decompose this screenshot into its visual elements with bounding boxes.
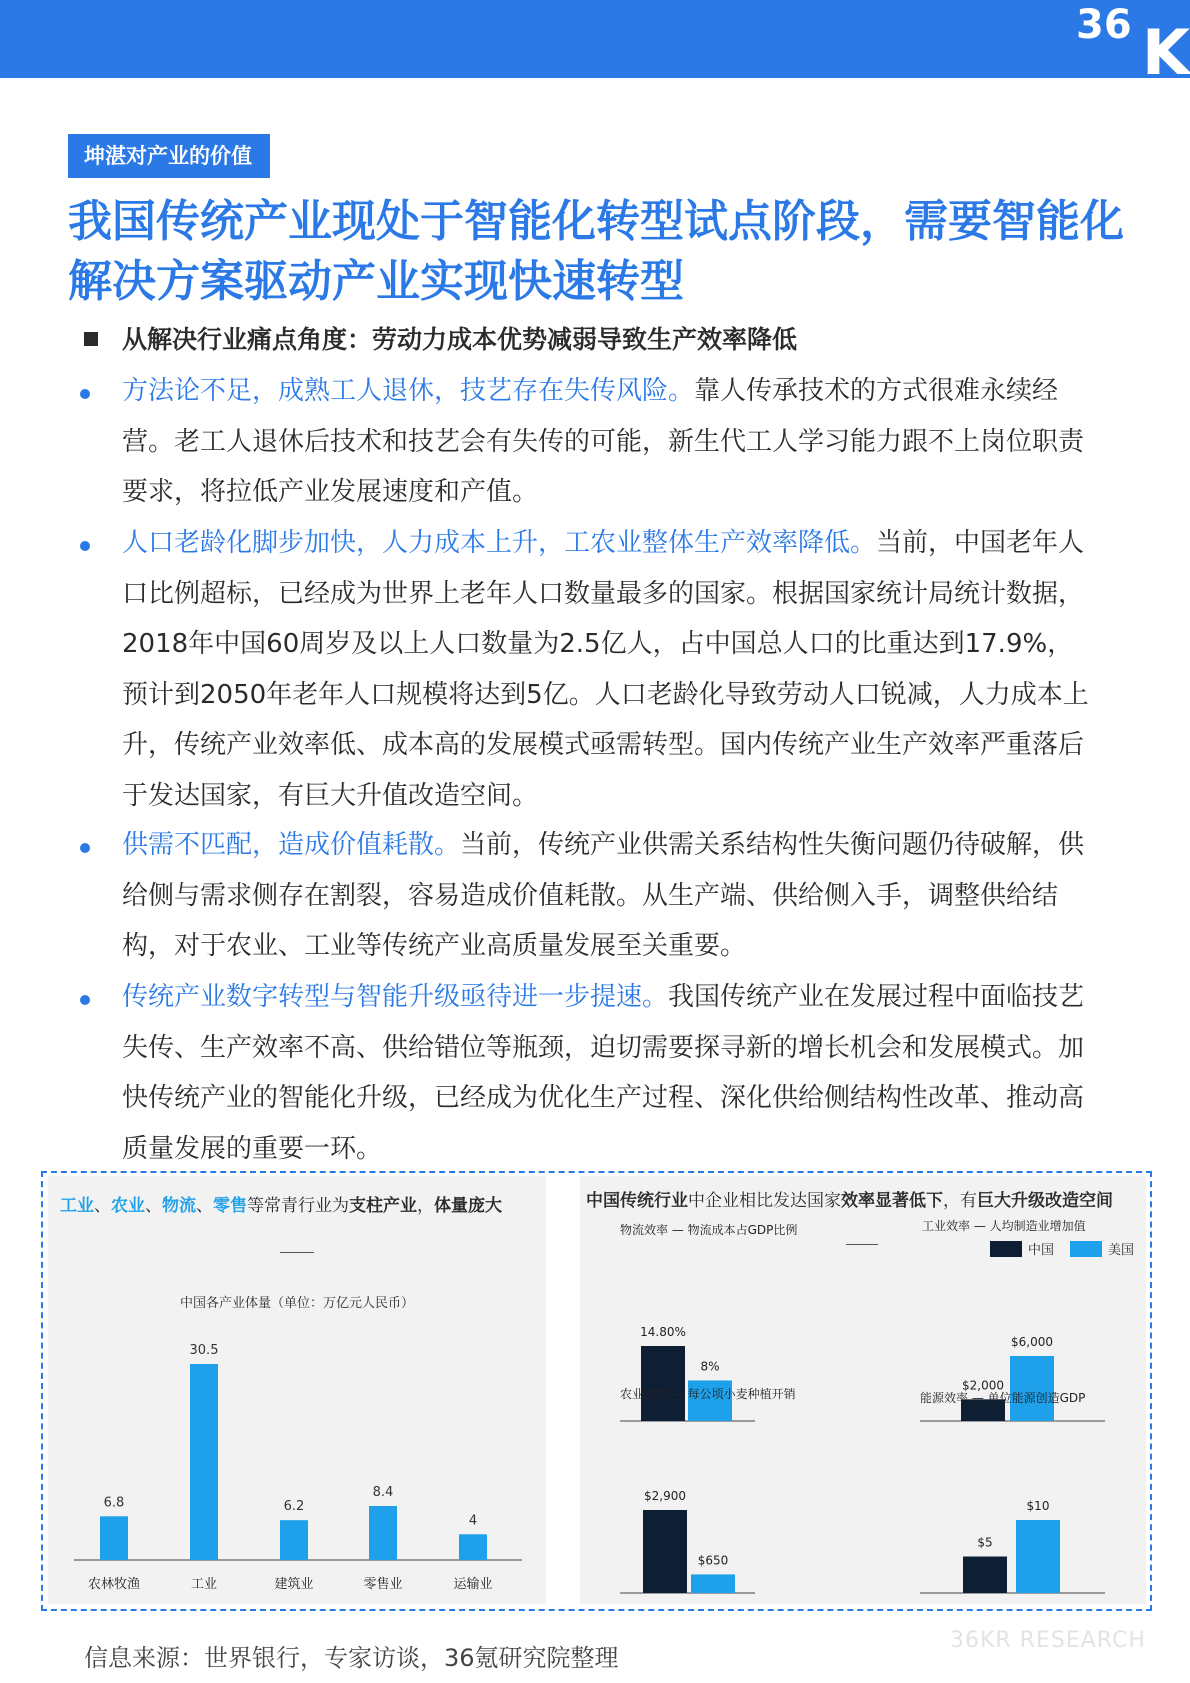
point-text: 当前，传统产业供需关系结构性失衡问题仍待破解，供给侧与需求侧存在割裂，容易造成价值耗散。从生产端、供给侧入手，调整供给结构，对于农业、工业等传统产业高质量发展至关重要。 bbox=[122, 830, 1085, 961]
sub-chart-title: 农业效率 — 每公顷小麦种植开销 bbox=[620, 1387, 796, 1401]
point-3 bbox=[122, 820, 1092, 972]
bar-运输业 bbox=[459, 1534, 487, 1560]
bar-value-label: $2,000 bbox=[962, 1378, 1004, 1393]
bar-美国 bbox=[691, 1574, 735, 1593]
bar-value-label: 14.80% bbox=[640, 1325, 686, 1339]
source-note: 信息来源：世界银行，专家访谈，36氪研究院整理 bbox=[84, 1644, 619, 1672]
bullet-icon bbox=[80, 541, 90, 551]
point-text: 我国传统产业在发展过程中面临技艺失传、生产效率不高、供给错位等瓶颈，迫切需要探寻新的增长机会和发展模式。加快传统产业的智能化升级，已经成为优化生产过程、深化供给侧结构性改革、推动高质量发展的重要一环。 bbox=[122, 982, 1085, 1164]
title-fragment: ， bbox=[417, 1196, 434, 1216]
bar-美国 bbox=[1016, 1520, 1060, 1593]
point-highlight: 供需不匹配，造成价值耗散。 bbox=[122, 830, 461, 860]
bar-value-label: 30.5 bbox=[189, 1343, 219, 1358]
bar-value-label: 8% bbox=[700, 1359, 720, 1374]
bar-中国 bbox=[643, 1510, 687, 1593]
page-headline: 我国传统产业现处于智能化转型试点阶段，需要智能化解决方案驱动产业实现快速转型 bbox=[68, 196, 1124, 307]
bar-value-label: $2,900 bbox=[644, 1489, 686, 1503]
title-fragment: 支柱产业 bbox=[349, 1196, 417, 1216]
point-2 bbox=[122, 518, 1092, 821]
square-bullet-icon bbox=[84, 332, 98, 346]
sub-chart-title: 工业效率 — 人均制造业增加值 bbox=[922, 1219, 1086, 1233]
title-fragment: 物流 bbox=[162, 1196, 196, 1216]
title-fragment: 等常青行业为 bbox=[247, 1196, 349, 1216]
bullet-icon bbox=[80, 389, 90, 399]
section-tag: 坤湛对产业的价值 bbox=[68, 134, 270, 178]
bar-中国 bbox=[641, 1346, 685, 1421]
title-fragment: 农业 bbox=[111, 1196, 145, 1216]
title-fragment: 工业 bbox=[60, 1196, 94, 1216]
svg-text:36: 36 bbox=[1076, 2, 1132, 48]
category-label: 建筑业 bbox=[274, 1577, 314, 1592]
category-label: 农林牧渔 bbox=[87, 1577, 141, 1592]
bar-美国 bbox=[1010, 1356, 1054, 1421]
bar-value-label: $5 bbox=[977, 1535, 993, 1550]
bar-建筑业 bbox=[280, 1520, 308, 1560]
bar-value-label: 8.4 bbox=[372, 1485, 394, 1501]
top-banner bbox=[0, 0, 1190, 78]
sub-chart-title: 能源效率 — 单位能源创造GDP bbox=[920, 1391, 1086, 1405]
legend-label: 中国 bbox=[1028, 1243, 1055, 1258]
subheading bbox=[84, 320, 797, 356]
point-4 bbox=[122, 972, 1092, 1174]
title-fragment: 、 bbox=[94, 1196, 111, 1216]
bar-value-label: $6,000 bbox=[1011, 1335, 1053, 1349]
category-label: 运输业 bbox=[453, 1577, 493, 1592]
bar-农林牧渔 bbox=[100, 1516, 128, 1560]
bar-value-label: 4 bbox=[468, 1513, 478, 1529]
title-fragment: 、 bbox=[196, 1196, 213, 1216]
bar-value-label: $650 bbox=[697, 1553, 729, 1568]
title-fragment: 中企业相比发达国家 bbox=[688, 1191, 841, 1211]
title-fragment: 效率显著低下 bbox=[841, 1191, 943, 1211]
efficiency-charts bbox=[580, 1176, 1146, 1604]
industry-chart-subtitle: 中国各产业体量（单位：万亿元人民币） bbox=[180, 1296, 415, 1311]
subheading-text: 从解决行业痛点角度：劳动力成本优势减弱导致生产效率降低 bbox=[122, 325, 798, 354]
bar-零售业 bbox=[369, 1506, 397, 1560]
title-fragment: ，有 bbox=[943, 1191, 977, 1211]
watermark: 36KR RESEARCH bbox=[950, 1628, 1146, 1653]
bullet-icon bbox=[80, 843, 90, 853]
point-text: 当前，中国老年人口比例超标，已经成为世界上老年人口数量最多的国家。根据国家统计局统计数据，2018年中国60周岁及以上人口数量为2.5亿人，占中国总人口的比重达到17.9%，预计到2050年老年人口规模将达到5亿。人口老龄化导致劳动人口锐减，人力成本上升，传统产业效率低、成本高的发展模式亟需转型。国内传统产业生产效率严重落后于发达国家，有巨大升值改造空间。 bbox=[122, 528, 1089, 811]
title-fragment: 零售 bbox=[213, 1196, 247, 1216]
bullet-icon bbox=[80, 995, 90, 1005]
brand-logo bbox=[1040, 0, 1190, 78]
point-highlight: 方法论不足，成熟工人退休，技艺存在失传风险。 bbox=[122, 376, 695, 406]
legend-label: 美国 bbox=[1108, 1243, 1135, 1258]
point-1 bbox=[122, 366, 1092, 518]
bar-工业 bbox=[190, 1364, 218, 1560]
point-highlight: 传统产业数字转型与智能升级亟待进一步提速。 bbox=[122, 982, 669, 1012]
sub-chart-title: 物流效率 — 物流成本占GDP比例 bbox=[620, 1223, 798, 1237]
bar-value-label: 6.8 bbox=[103, 1495, 125, 1511]
svg-text:K: K bbox=[1142, 16, 1190, 78]
point-text: 靠人传承技术的方式很难永续经营。老工人退休后技术和技艺会有失传的可能，新生代工人学习能力跟不上岗位职责要求，将拉低产业发展速度和产值。 bbox=[122, 376, 1085, 507]
bar-中国 bbox=[963, 1557, 1007, 1594]
title-fragment: 、 bbox=[145, 1196, 162, 1216]
title-fragment: 体量庞大 bbox=[434, 1196, 502, 1216]
industry-size-chart bbox=[48, 1176, 546, 1604]
bar-value-label: $10 bbox=[1026, 1499, 1050, 1513]
point-highlight: 人口老龄化脚步加快，人力成本上升，工农业整体生产效率降低。 bbox=[122, 528, 877, 558]
category-label: 零售业 bbox=[363, 1577, 403, 1592]
title-fragment: 中国传统行业 bbox=[586, 1191, 688, 1211]
category-label: 工业 bbox=[190, 1577, 218, 1592]
bar-value-label: 6.2 bbox=[283, 1499, 305, 1515]
title-fragment: 巨大升级改造空间 bbox=[977, 1191, 1113, 1211]
